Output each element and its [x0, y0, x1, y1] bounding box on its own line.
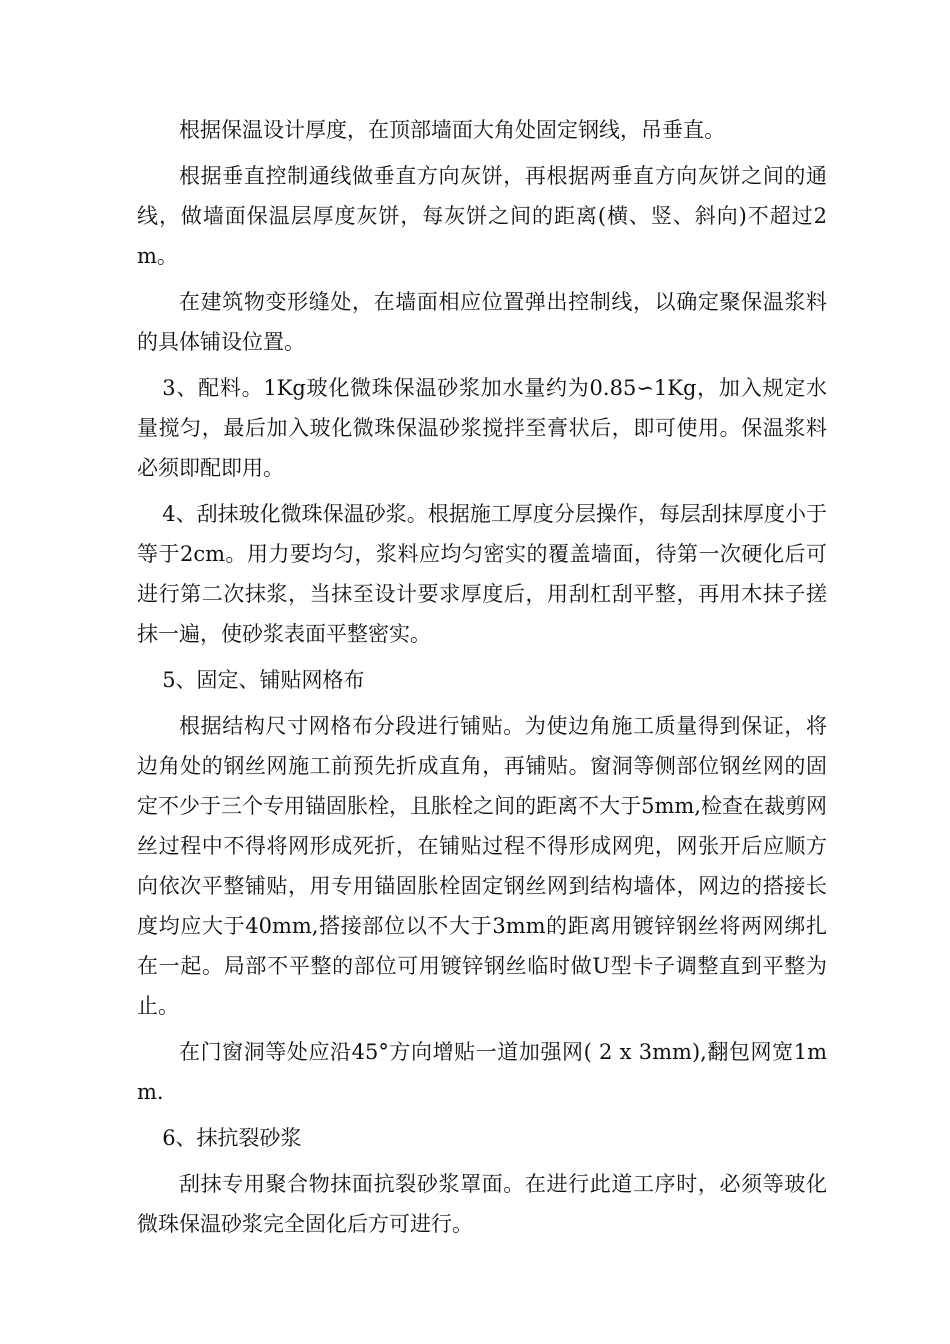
paragraph-anticrack: 刮抹专用聚合物抹面抗裂砂浆罩面。在进行此道工序时，必须等玻化微珠保温砂浆完全固化后方可进行。	[137, 1172, 827, 1236]
paragraph-reinforcement: 在门窗洞等处应沿45°方向增贴一道加强网( 2 x 3mm),翻包网宽1mm.	[137, 1040, 827, 1104]
paragraph-3: 在建筑物变形缝处，在墙面相应位置弹出控制线，以确定聚保温浆料的具体铺设位置。	[137, 290, 827, 354]
document-body	[137, 110, 827, 1250]
paragraph-1: 根据保温设计厚度，在顶部墙面大角处固定钢线，吊垂直。	[179, 118, 725, 142]
paragraph-2: 根据垂直控制通线做垂直方向灰饼，再根据两垂直方向灰饼之间的通线，做墙面保温层厚度灰饼，每灰饼之间的距离(横、竖、斜向)不超过2m。	[137, 164, 827, 268]
paragraph-mesh: 根据结构尺寸网格布分段进行铺贴。为使边角施工质量得到保证，将边角处的钢丝网施工前预先折成直角，再铺贴。窗洞等侧部位钢丝网的固定不少于三个专用锚固胀栓，且胀栓之间的距离不大于5mm,检查在裁剪网丝过程中不得将网形成死折，在铺贴过程不得形成网兜，网张开后应顺方向依次平整铺贴，用专用锚固胀栓固定钢丝网到结构墙体，网边的搭接长度均应大于40mm,搭接部位以不大于3mm的距离用镀锌钢丝将两网绑扎在一起。局部不平整的部位可用镀锌钢丝临时做U型卡子调整直到平整为止。	[137, 714, 827, 1018]
item-3-mixing: 3、配料。1Kg玻化微珠保温砂浆加水量约为0.85∽1Kg，加入规定水量搅匀，最后加入玻化微珠保温砂浆搅拌至膏状后，即可使用。保温浆料必须即配即用。	[137, 376, 827, 480]
item-4-plastering: 4、刮抹玻化微珠保温砂浆。根据施工厚度分层操作，每层刮抹厚度小于等于2cm。用力要均匀，浆料应均匀密实的覆盖墙面，待第一次硬化后可进行第二次抹浆，当抹至设计要求厚度后，用刮杠刮平整，再用木抹子搓抹一遍，使砂浆表面平整密实。	[137, 502, 827, 646]
item-5-heading: 5、固定、铺贴网格布	[162, 668, 365, 692]
item-6-heading: 6、抹抗裂砂浆	[162, 1126, 302, 1150]
